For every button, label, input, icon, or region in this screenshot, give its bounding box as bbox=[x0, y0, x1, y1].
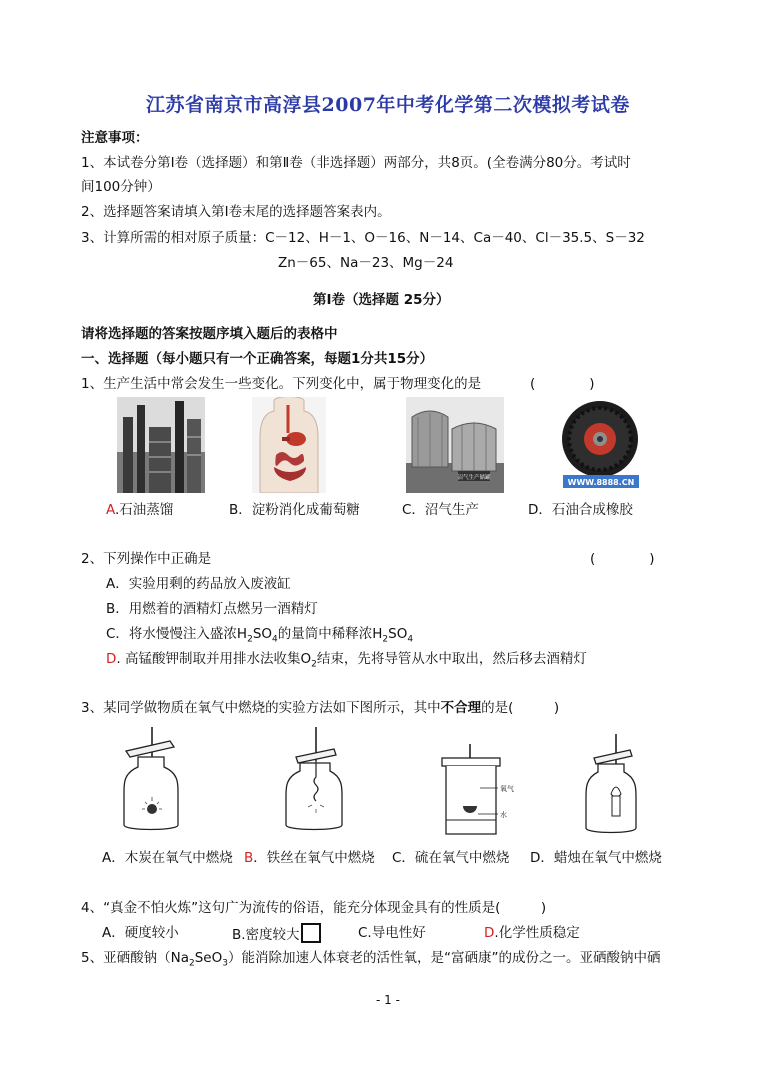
q3-option-a: A．木炭在氧气中燃烧 bbox=[102, 850, 233, 866]
sulfur-combustion-jar bbox=[436, 744, 526, 840]
biogas-caption: 沼气生产储罐 bbox=[457, 475, 491, 481]
notes-line-3-cont: Zn－65、Na－23、Mg－24 bbox=[278, 255, 454, 271]
oxygen-label: 氧气 bbox=[500, 785, 514, 793]
q3-option-c: C．硫在氧气中燃烧 bbox=[392, 850, 510, 866]
digestive-system-image bbox=[252, 397, 326, 493]
notes-line-3: 3、计算所需的相对原子质量：C－12、H－1、O－16、N－14、Ca－40、Cl－35.5、S－32 bbox=[81, 230, 645, 246]
q3-stem: 3、某同学做物质在氧气中燃烧的实验方法如下图所示，其中不合理的是( ) bbox=[81, 700, 560, 716]
q1-option-c: C．沼气生产 bbox=[402, 502, 479, 518]
instruction: 请将选择题的答案按题序填入题后的表格中 bbox=[81, 326, 338, 342]
q1-option-d: D．石油合成橡胶 bbox=[528, 502, 633, 518]
q5-stem: 5、亚硒酸钠$(Na_2SeO_3)$能消除加速人体衰老的活性氧，是“富硒康”的成份之一。亚硒酸钠中硒 bbox=[81, 950, 661, 969]
q2-answer-paren: ( ) bbox=[590, 551, 655, 567]
answer-checkbox bbox=[301, 923, 321, 943]
charcoal-combustion-jar bbox=[118, 727, 184, 837]
notes-heading: 注意事项： bbox=[81, 130, 149, 146]
candle-combustion-jar bbox=[580, 734, 642, 838]
q4-stem: 4、“真金不怕火炼”这句广为流传的俗语，能充分体现金具有的性质是( ) bbox=[81, 900, 547, 916]
q4-option-d: D.化学性质稳定 bbox=[484, 925, 580, 941]
q4-option-b: B.密度较大 bbox=[232, 923, 321, 945]
q4-option-a: A．硬度较小 bbox=[102, 925, 179, 941]
q3-option-d: D．蜡烛在氧气中燃烧 bbox=[530, 850, 662, 866]
notes-line-1: 1、本试卷分第Ⅰ卷（选择题）和第Ⅱ卷（非选择题）两部分，共8页。(全卷满分80分。考试时 bbox=[81, 155, 631, 171]
q3-option-b: B．铁丝在氧气中燃烧 bbox=[244, 850, 375, 866]
q2-option-c: C．将水慢慢注入盛浓$H_2SO_4$的量筒中稀释浓$H_2SO_4$ bbox=[106, 626, 414, 645]
water-label: 水 bbox=[500, 811, 507, 819]
section-title: 第Ⅰ卷（选择题 25分） bbox=[313, 292, 450, 308]
q2-option-d: D. 高锰酸钾制取并用排水法收集$O_2$结束，先将导管从水中取出，然后移去酒精灯 bbox=[106, 651, 587, 670]
q1-stem: 1、生产生活中常会发生一些变化。下列变化中，属于物理变化的是 bbox=[81, 376, 482, 392]
notes-line-1-cont: 间100分钟） bbox=[81, 179, 161, 195]
rubber-tire-image bbox=[553, 397, 647, 493]
oil-refinery-image bbox=[117, 397, 205, 493]
q1-option-b: B．淀粉消化成葡萄糖 bbox=[229, 502, 360, 518]
notes-line-2: 2、选择题答案请填入第Ⅰ卷末尾的选择题答案表内。 bbox=[81, 204, 391, 220]
biogas-tank-image bbox=[406, 397, 504, 493]
tire-watermark: WWW.8888.CN bbox=[567, 478, 635, 487]
iron-wire-combustion-jar bbox=[278, 727, 350, 837]
q2-option-b: B．用燃着的酒精灯点燃另一酒精灯 bbox=[106, 601, 318, 617]
page-number: - 1 - bbox=[376, 993, 400, 1007]
q1-option-a: A.石油蒸馏 bbox=[106, 502, 174, 518]
q4-option-c: C.导电性好 bbox=[358, 925, 426, 941]
q2-stem: 2、下列操作中正确是 bbox=[81, 551, 212, 567]
part1-heading: 一、选择题（每小题只有一个正确答案，每题1分共15分） bbox=[81, 351, 434, 367]
page-title: 江苏省南京市高淳县2007年中考化学第二次模拟考试卷 bbox=[146, 94, 630, 116]
q2-option-a: A．实验用剩的药品放入废液缸 bbox=[106, 576, 291, 592]
q1-answer-paren: ( ) bbox=[530, 376, 595, 392]
